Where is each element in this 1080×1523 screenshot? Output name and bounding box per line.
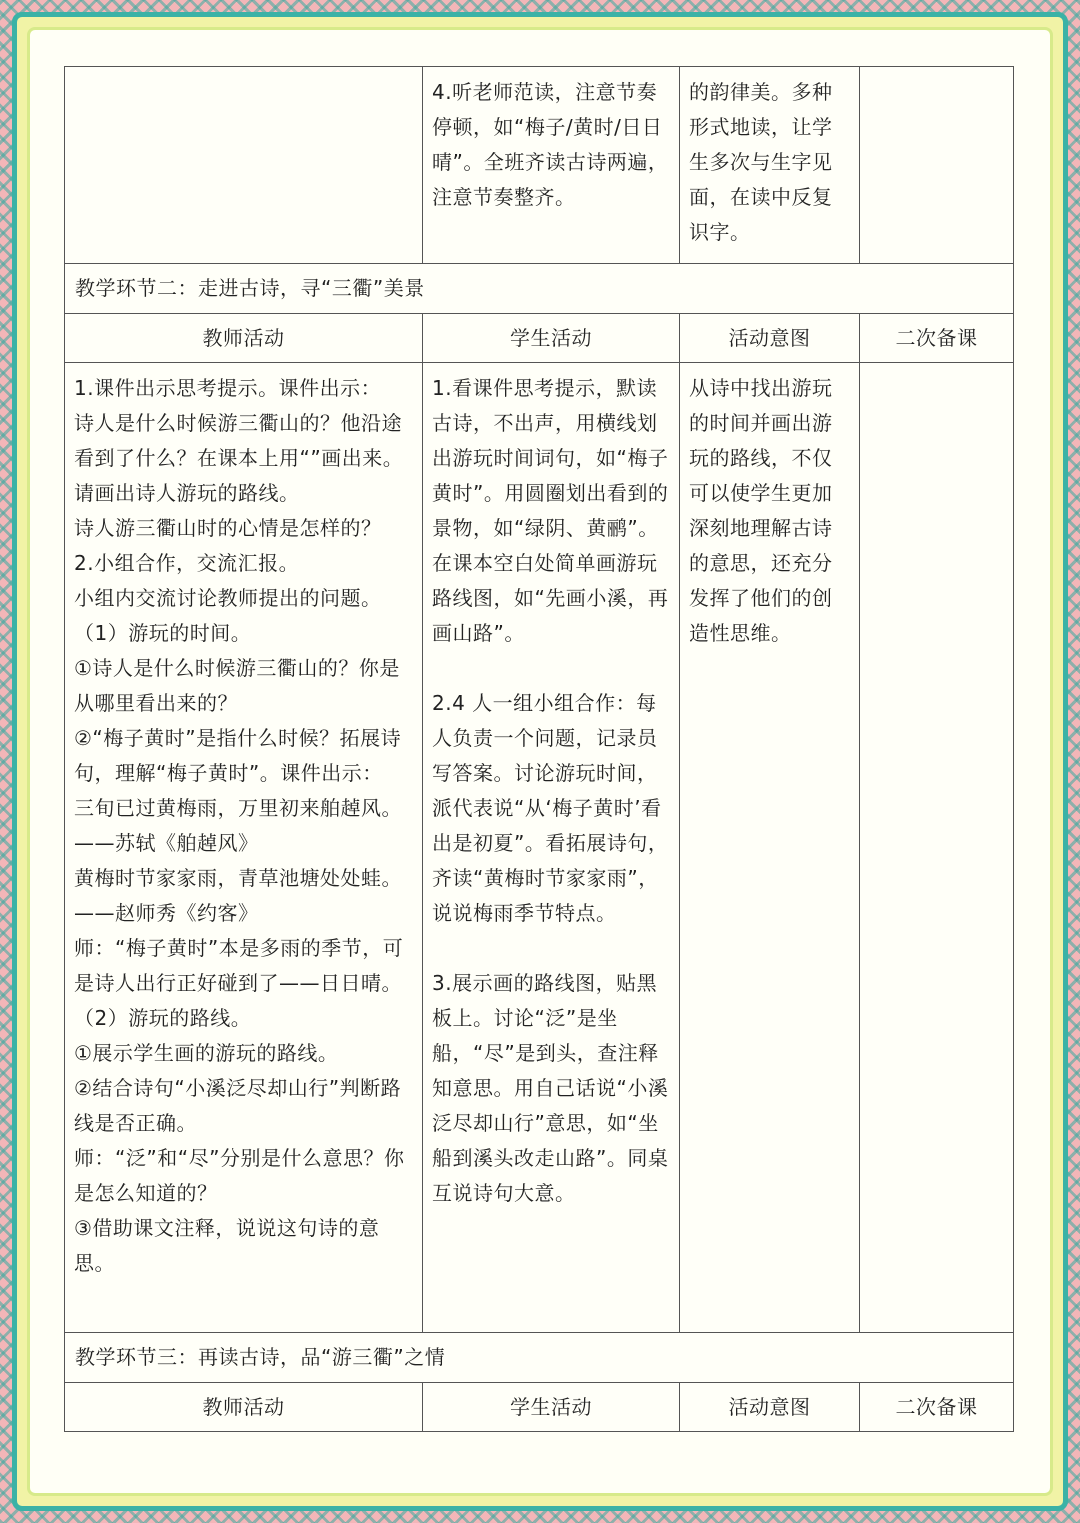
teacher-line: ——赵师秀《约客》 (74, 901, 259, 925)
header-row (65, 1383, 1014, 1432)
teacher-line: 1.课件出示思考提示。课件出示： (74, 376, 382, 400)
student-paragraph: 3.展示画的路线图，贴黑板上。讨论“泛”是坐船，“尽”是到头，查注释知意思。用自己话说“小溪泛尽却山行”意思，如“坐船到溪头改走山路”。同桌互说诗句大意。 (432, 971, 669, 1205)
continued-student-cell: 4.听老师范读，注意节奏停顿，如“梅子/黄时/日日晴”。全班齐读古诗两遍，注意节奏整齐。 (423, 67, 680, 264)
lesson-plan-table (64, 66, 1014, 1432)
teacher-line: 三旬已过黄梅雨，万里初来舶趠风。 (74, 796, 402, 820)
teacher-line: （2）游玩的路线。 (74, 1006, 252, 1030)
table-row-continued (65, 67, 1014, 264)
header-teacher-activity: 教师活动 (65, 314, 423, 363)
paragraph-gap (432, 651, 670, 686)
continued-intent-cell: 的韵律美。多种形式地读，让学生多次与生字见面，在读中反复识字。 (680, 67, 860, 264)
header-student-activity: 学生活动 (423, 314, 680, 363)
teacher-line: 师：“泛”和“尽”分别是什么意思？你是怎么知道的？ (74, 1146, 405, 1205)
student-paragraph: 1.看课件思考提示，默读古诗，不出声，用横线划出游玩时间词句，如“梅子黄时”。用圆圈划出看到的景物，如“绿阴、黄鹂”。在课本空白处简单画游玩路线图，如“先画小溪，再画山路”。 (432, 376, 669, 645)
section2-title: 教学环节二：走进古诗，寻“三衢”美景 (65, 264, 1014, 314)
teacher-line: 黄梅时节家家雨，青草池塘处处蛙。 (74, 866, 402, 890)
teacher-activity-cell (65, 363, 423, 1333)
teacher-line: ①展示学生画的游玩的路线。 (74, 1041, 339, 1065)
header-activity-intent: 活动意图 (680, 1383, 860, 1432)
teacher-line: 小组内交流讨论教师提出的问题。 (74, 586, 382, 610)
header-row (65, 314, 1014, 363)
teacher-line: ②“梅子黄时”是指什么时候？拓展诗句，理解“梅子黄时”。课件出示： (74, 726, 402, 785)
teacher-line: ①诗人是什么时候游三衢山的？你是从哪里看出来的？ (74, 656, 400, 715)
lesson-plan-page (64, 66, 1014, 1432)
teacher-line: 2.小组合作，交流汇报。 (74, 551, 300, 575)
header-second-prep: 二次备课 (860, 314, 1014, 363)
student-activity-cell (423, 363, 680, 1333)
teacher-line: （1）游玩的时间。 (74, 621, 252, 645)
teacher-line: 诗人游三衢山时的心情是怎样的？ (74, 516, 382, 540)
teacher-line: ②结合诗句“小溪泛尽却山行”判断路线是否正确。 (74, 1076, 402, 1135)
student-paragraph: 2.4 人一组小组合作：每人负责一个问题，记录员写答案。讨论游玩时间，派代表说“从‘梅子黄时’看出是初夏”。看拓展诗句，齐读“黄梅时节家家雨”，说说梅雨季节特点。 (432, 691, 669, 925)
header-activity-intent: 活动意图 (680, 314, 860, 363)
header-teacher-activity: 教师活动 (65, 1383, 423, 1432)
continued-teacher-cell (65, 67, 423, 264)
header-student-activity: 学生活动 (423, 1383, 680, 1432)
section-title-row (65, 264, 1014, 314)
activity-intent-cell: 从诗中找出游玩的时间并画出游玩的路线，不仅可以使学生更加深刻地理解古诗的意思，还充分发挥了他们的创造性思维。 (680, 363, 860, 1333)
second-prep-cell (860, 363, 1014, 1333)
teacher-line: ——苏轼《舶趠风》 (74, 831, 259, 855)
section-title-row (65, 1333, 1014, 1383)
teacher-line: 师：“梅子黄时”本是多雨的季节，可是诗人出行正好碰到了——日日晴。 (74, 936, 404, 995)
continued-notes-cell (860, 67, 1014, 264)
table-row-main (65, 363, 1014, 1333)
teacher-line: 请画出诗人游玩的路线。 (74, 481, 300, 505)
paragraph-gap (432, 931, 670, 966)
section3-title: 教学环节三：再读古诗，品“游三衢”之情 (65, 1333, 1014, 1383)
header-second-prep: 二次备课 (860, 1383, 1014, 1432)
teacher-line: ③借助课文注释，说说这句诗的意思。 (74, 1216, 380, 1275)
teacher-line: 诗人是什么时候游三衢山的？他沿途看到了什么？在课本上用“”画出来。 (74, 411, 404, 470)
